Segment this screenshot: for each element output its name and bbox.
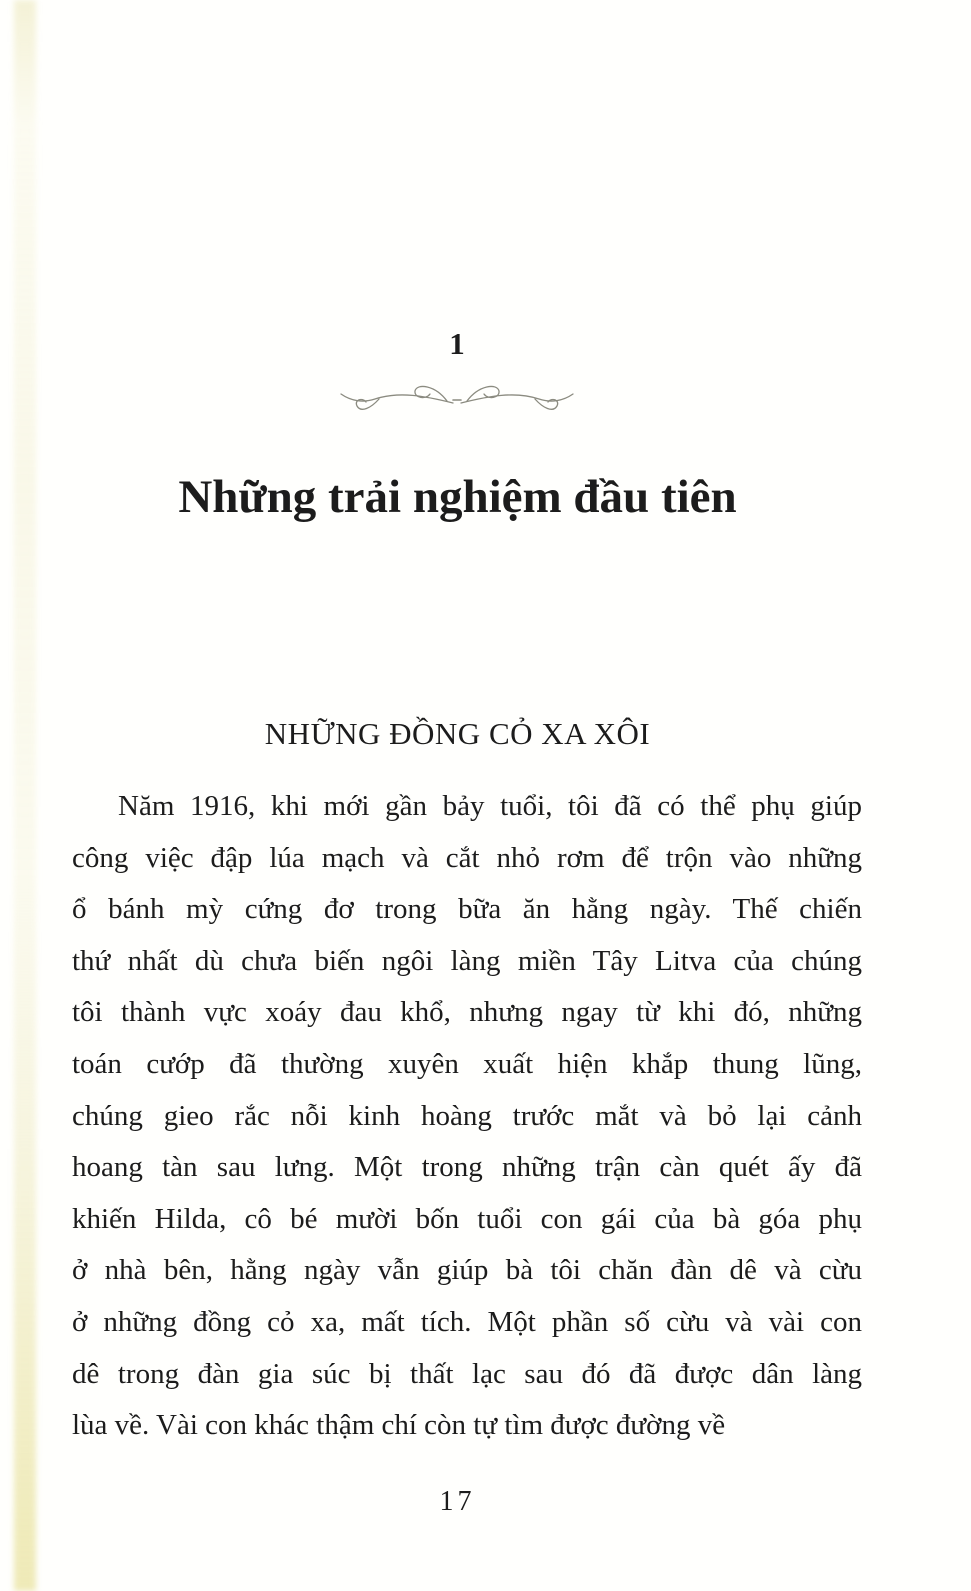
page-number: 17	[439, 1486, 476, 1517]
paragraph-line: tôi thành vực xoáy đau khổ, nhưng ngay từ khi đó, những	[72, 996, 862, 1029]
paragraph-line: Năm 1916, khi mới gần bảy tuổi, tôi đã có thể phụ giúp	[118, 790, 862, 822]
body-paragraph	[72, 781, 862, 1452]
section-heading: NHỮNG ĐỒNG CỎ XA XÔI	[264, 716, 651, 751]
paragraph-line: lùa về. Vài con khác thậm chí còn tự tìm được đường về	[72, 1409, 726, 1442]
paragraph-line: công việc đập lúa mạch và cắt nhỏ rơm để trộn vào những	[72, 841, 862, 874]
paragraph-line: dê trong đàn gia súc bị thất lạc sau đó đã được dân làng	[72, 1357, 862, 1390]
scan-crease-shadow	[14, 0, 36, 1591]
paragraph-line: khiến Hilda, cô bé mười bốn tuổi con gái của bà góa phụ	[72, 1202, 862, 1235]
paragraph-line: hoang tàn sau lưng. Một trong những trận càn quét ấy đã	[72, 1151, 862, 1184]
paragraph-line: toán cướp đã thường xuyên xuất hiện khắp thung lũng,	[72, 1047, 862, 1080]
paragraph-line: thứ nhất dù chưa biến ngôi làng miền Tây Litva của chúng	[72, 944, 862, 977]
chapter-number: 1	[449, 326, 466, 361]
paragraph-line: chúng gieo rắc nỗi kinh hoàng trước mắt và bỏ lại cảnh	[72, 1099, 862, 1132]
paragraph-line: ổ bánh mỳ cứng đơ trong bữa ăn hằng ngày. Thế chiến	[72, 893, 862, 926]
chapter-title: Những trải nghiệm đầu tiên	[178, 471, 737, 523]
paragraph-line: ở những đồng cỏ xa, mất tích. Một phần số cừu và vài con	[72, 1305, 862, 1338]
flourish-divider-icon	[337, 378, 577, 424]
paragraph-line: ở nhà bên, hằng ngày vẫn giúp bà tôi chăn đàn dê và cừu	[72, 1254, 862, 1287]
